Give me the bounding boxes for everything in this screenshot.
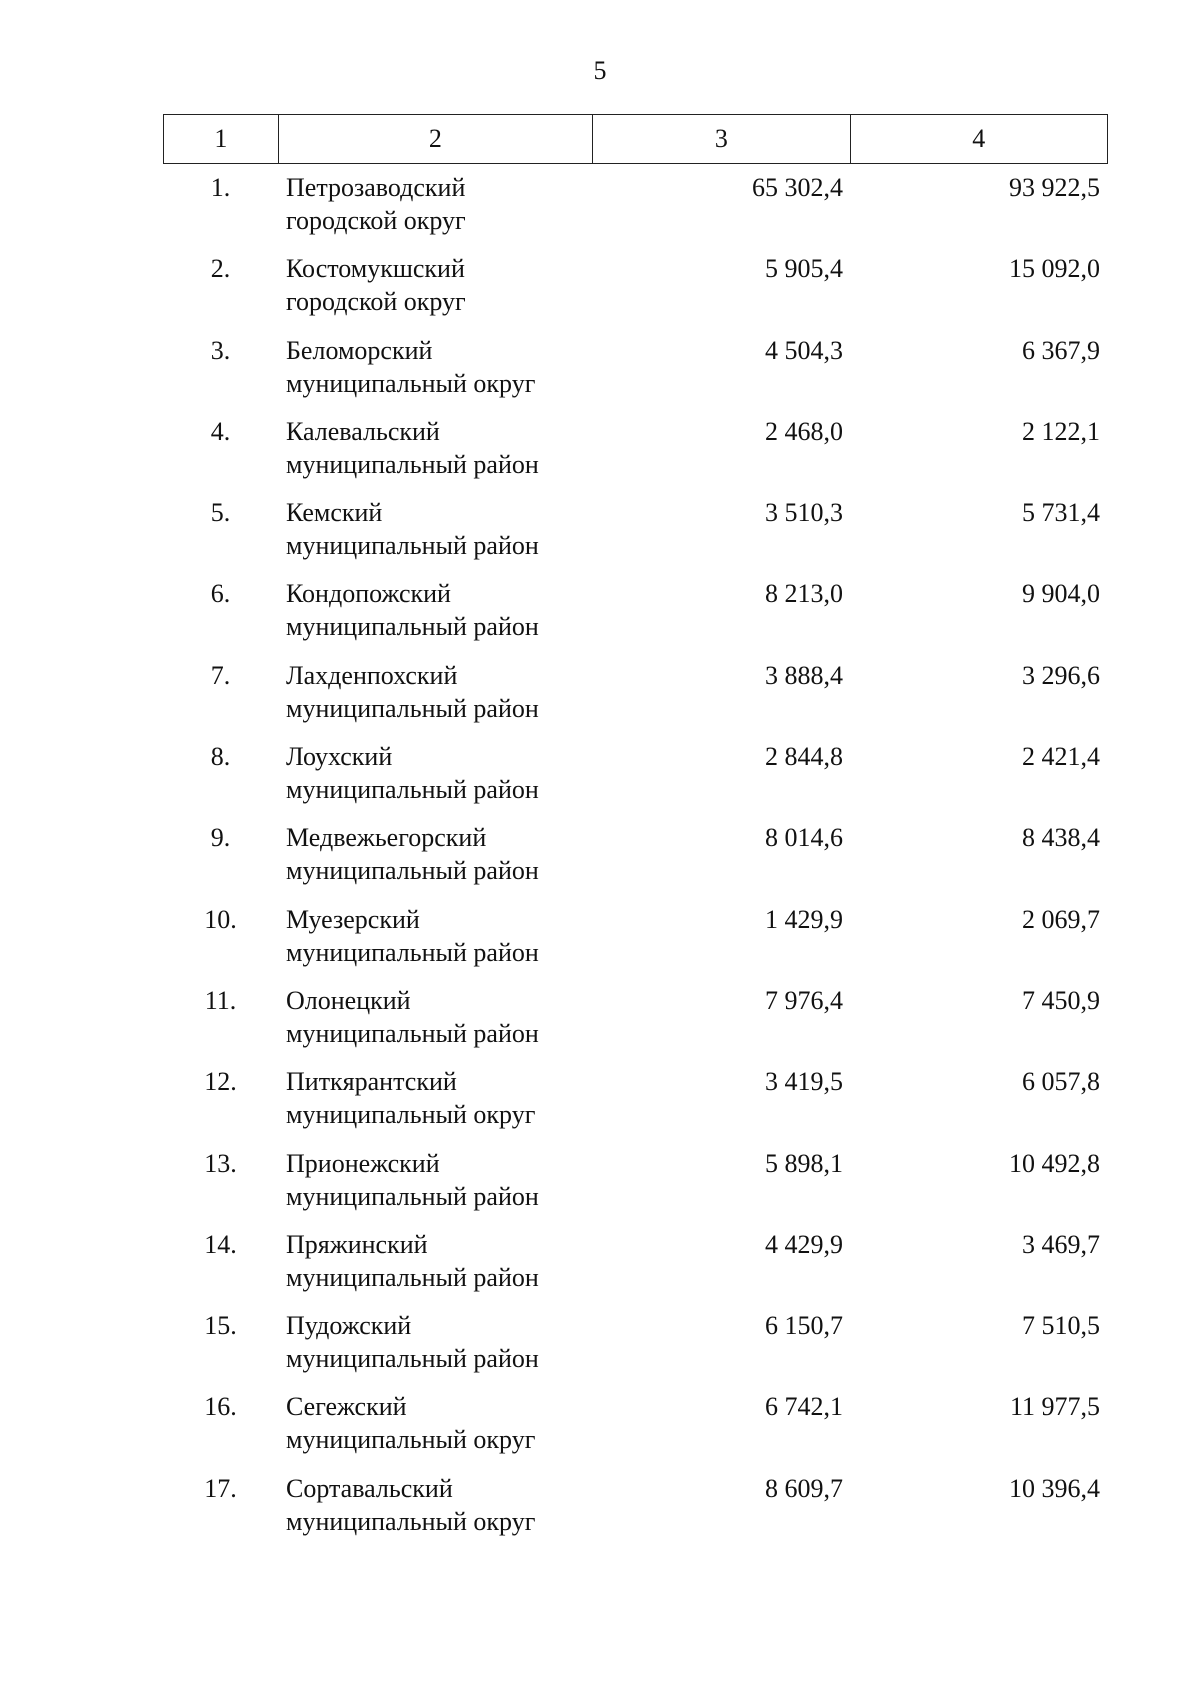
value-col-3: 4 504,3	[765, 335, 843, 365]
value-col-3: 7 976,4	[765, 985, 843, 1015]
municipality-type-line2: муниципальный район	[286, 856, 539, 886]
header-col-3: 3	[593, 115, 850, 163]
data-table	[163, 114, 1108, 1553]
municipality-name-line1: Лахденпохский	[286, 660, 458, 690]
municipality-type-line2: муниципальный округ	[286, 1506, 536, 1536]
municipality-type-line2: муниципальный район	[286, 612, 539, 642]
row-number: 17.	[204, 1473, 237, 1503]
row-number: 8.	[210, 742, 231, 772]
municipality-name-line1: Петрозаводский	[286, 173, 466, 202]
table-row	[163, 1065, 1108, 1146]
table-row	[163, 577, 1108, 658]
municipality-name-line1: Сортавальский	[286, 1473, 453, 1503]
municipality-type-line2: муниципальный округ	[286, 1425, 536, 1455]
value-col-3: 8 609,7	[765, 1473, 843, 1503]
municipality-name-line1: Беломорский	[286, 335, 433, 365]
value-col-3: 3 419,5	[765, 1067, 843, 1097]
value-col-4: 15 092,0	[1009, 254, 1100, 284]
municipality-type-line2: городской округ	[286, 287, 466, 317]
table-row	[163, 821, 1108, 902]
municipality-name-line1: Олонецкий	[286, 985, 411, 1015]
municipality-name	[278, 1065, 593, 1146]
table-row	[163, 252, 1108, 333]
value-col-4: 10 396,4	[1009, 1473, 1100, 1503]
row-number: 13.	[204, 1148, 237, 1178]
value-col-4: 9 904,0	[1022, 579, 1100, 609]
row-number: 12.	[204, 1067, 237, 1097]
municipality-type-line2: муниципальный район	[286, 1181, 539, 1211]
municipality-name	[278, 740, 593, 821]
value-col-3: 8 014,6	[765, 823, 843, 853]
municipality-name	[278, 1309, 593, 1390]
municipality-name-line1: Медвежьегорский	[286, 823, 487, 853]
header-col-2: 2	[279, 115, 593, 163]
table-row	[163, 496, 1108, 577]
municipality-name-line1: Сегежский	[286, 1392, 407, 1422]
row-number: 15.	[204, 1311, 237, 1341]
value-col-4: 2 069,7	[1022, 904, 1100, 934]
municipality-name	[278, 334, 593, 415]
value-col-4: 6 367,9	[1022, 335, 1100, 365]
value-col-4: 2 421,4	[1022, 742, 1100, 772]
value-col-3: 4 429,9	[765, 1229, 843, 1259]
table-row	[163, 415, 1108, 496]
municipality-type-line2: муниципальный район	[286, 775, 539, 805]
municipality-type-line2: муниципальный район	[286, 937, 539, 967]
municipality-name-line1: Кондопожский	[286, 579, 451, 609]
table-body	[163, 171, 1108, 1553]
page-number: 5	[593, 56, 607, 85]
municipality-type-line2: муниципальный округ	[286, 368, 536, 398]
municipality-type-line2: муниципальный район	[286, 531, 539, 561]
value-col-4: 10 492,8	[1009, 1148, 1100, 1178]
row-number: 14.	[204, 1229, 237, 1259]
row-number: 7.	[210, 660, 231, 690]
municipality-name-line1: Костомукшский	[286, 254, 465, 284]
row-number: 1.	[210, 173, 231, 202]
municipality-type-line2: муниципальный район	[286, 1344, 539, 1374]
municipality-name	[278, 252, 593, 333]
municipality-name-line1: Калевальский	[286, 416, 440, 446]
municipality-name-line1: Муезерский	[286, 904, 420, 934]
municipality-name	[278, 1472, 593, 1553]
table-header	[163, 114, 1108, 164]
row-number: 4.	[210, 416, 231, 446]
municipality-type-line2: муниципальный округ	[286, 1100, 536, 1130]
value-col-3: 6 150,7	[765, 1311, 843, 1341]
value-col-4: 2 122,1	[1022, 416, 1100, 446]
municipality-type-line2: городской округ	[286, 206, 466, 235]
municipality-name	[278, 415, 593, 496]
municipality-name-line1: Кемский	[286, 498, 383, 528]
table-row	[163, 903, 1108, 984]
value-col-4: 93 922,5	[1009, 173, 1100, 202]
municipality-name-line1: Пудожский	[286, 1311, 412, 1341]
municipality-name-line1: Пряжинский	[286, 1229, 428, 1259]
value-col-3: 2 844,8	[765, 742, 843, 772]
row-number: 10.	[204, 904, 237, 934]
value-col-4: 8 438,4	[1022, 823, 1100, 853]
value-col-3: 5 905,4	[765, 254, 843, 284]
value-col-3: 65 302,4	[752, 173, 843, 202]
value-col-4: 11 977,5	[1009, 1392, 1100, 1422]
value-col-4: 7 510,5	[1022, 1311, 1100, 1341]
municipality-name	[278, 1147, 593, 1228]
municipality-name	[278, 1390, 593, 1471]
municipality-name-line1: Питкярантский	[286, 1067, 457, 1097]
value-col-4: 3 296,6	[1022, 660, 1100, 690]
value-col-4: 6 057,8	[1022, 1067, 1100, 1097]
municipality-name	[278, 171, 593, 252]
row-number: 9.	[210, 823, 231, 853]
table-row	[163, 1390, 1108, 1471]
row-number: 11.	[204, 985, 237, 1015]
table-row	[163, 984, 1108, 1065]
table-row	[163, 1472, 1108, 1553]
municipality-name	[278, 496, 593, 577]
header-col-1: 1	[164, 115, 279, 163]
row-number: 6.	[210, 579, 231, 609]
municipality-name	[278, 903, 593, 984]
municipality-type-line2: муниципальный район	[286, 693, 539, 723]
municipality-type-line2: муниципальный район	[286, 449, 539, 479]
table-row	[163, 171, 1108, 252]
value-col-3: 3 888,4	[765, 660, 843, 690]
header-col-4: 4	[972, 124, 986, 153]
value-col-4: 7 450,9	[1022, 985, 1100, 1015]
value-col-3: 1 429,9	[765, 904, 843, 934]
table-row	[163, 659, 1108, 740]
municipality-name-line1: Прионежский	[286, 1148, 440, 1178]
table-row	[163, 1147, 1108, 1228]
municipality-name	[278, 577, 593, 658]
value-col-4: 3 469,7	[1022, 1229, 1100, 1259]
value-col-3: 8 213,0	[765, 579, 843, 609]
municipality-name-line1: Лоухский	[286, 742, 393, 772]
municipality-name	[278, 821, 593, 902]
row-number: 5.	[210, 498, 231, 528]
table-row	[163, 1228, 1108, 1309]
table-row	[163, 334, 1108, 415]
value-col-3: 6 742,1	[765, 1392, 843, 1422]
municipality-name	[278, 659, 593, 740]
municipality-type-line2: муниципальный район	[286, 1018, 539, 1048]
table-row	[163, 1309, 1108, 1390]
table-row	[163, 740, 1108, 821]
row-number: 16.	[204, 1392, 237, 1422]
municipality-type-line2: муниципальный район	[286, 1262, 539, 1292]
value-col-3: 3 510,3	[765, 498, 843, 528]
value-col-4: 5 731,4	[1022, 498, 1100, 528]
municipality-name	[278, 1228, 593, 1309]
municipality-name	[278, 984, 593, 1065]
row-number: 3.	[210, 335, 231, 365]
value-col-3: 2 468,0	[765, 416, 843, 446]
row-number: 2.	[210, 254, 231, 284]
value-col-3: 5 898,1	[765, 1148, 843, 1178]
